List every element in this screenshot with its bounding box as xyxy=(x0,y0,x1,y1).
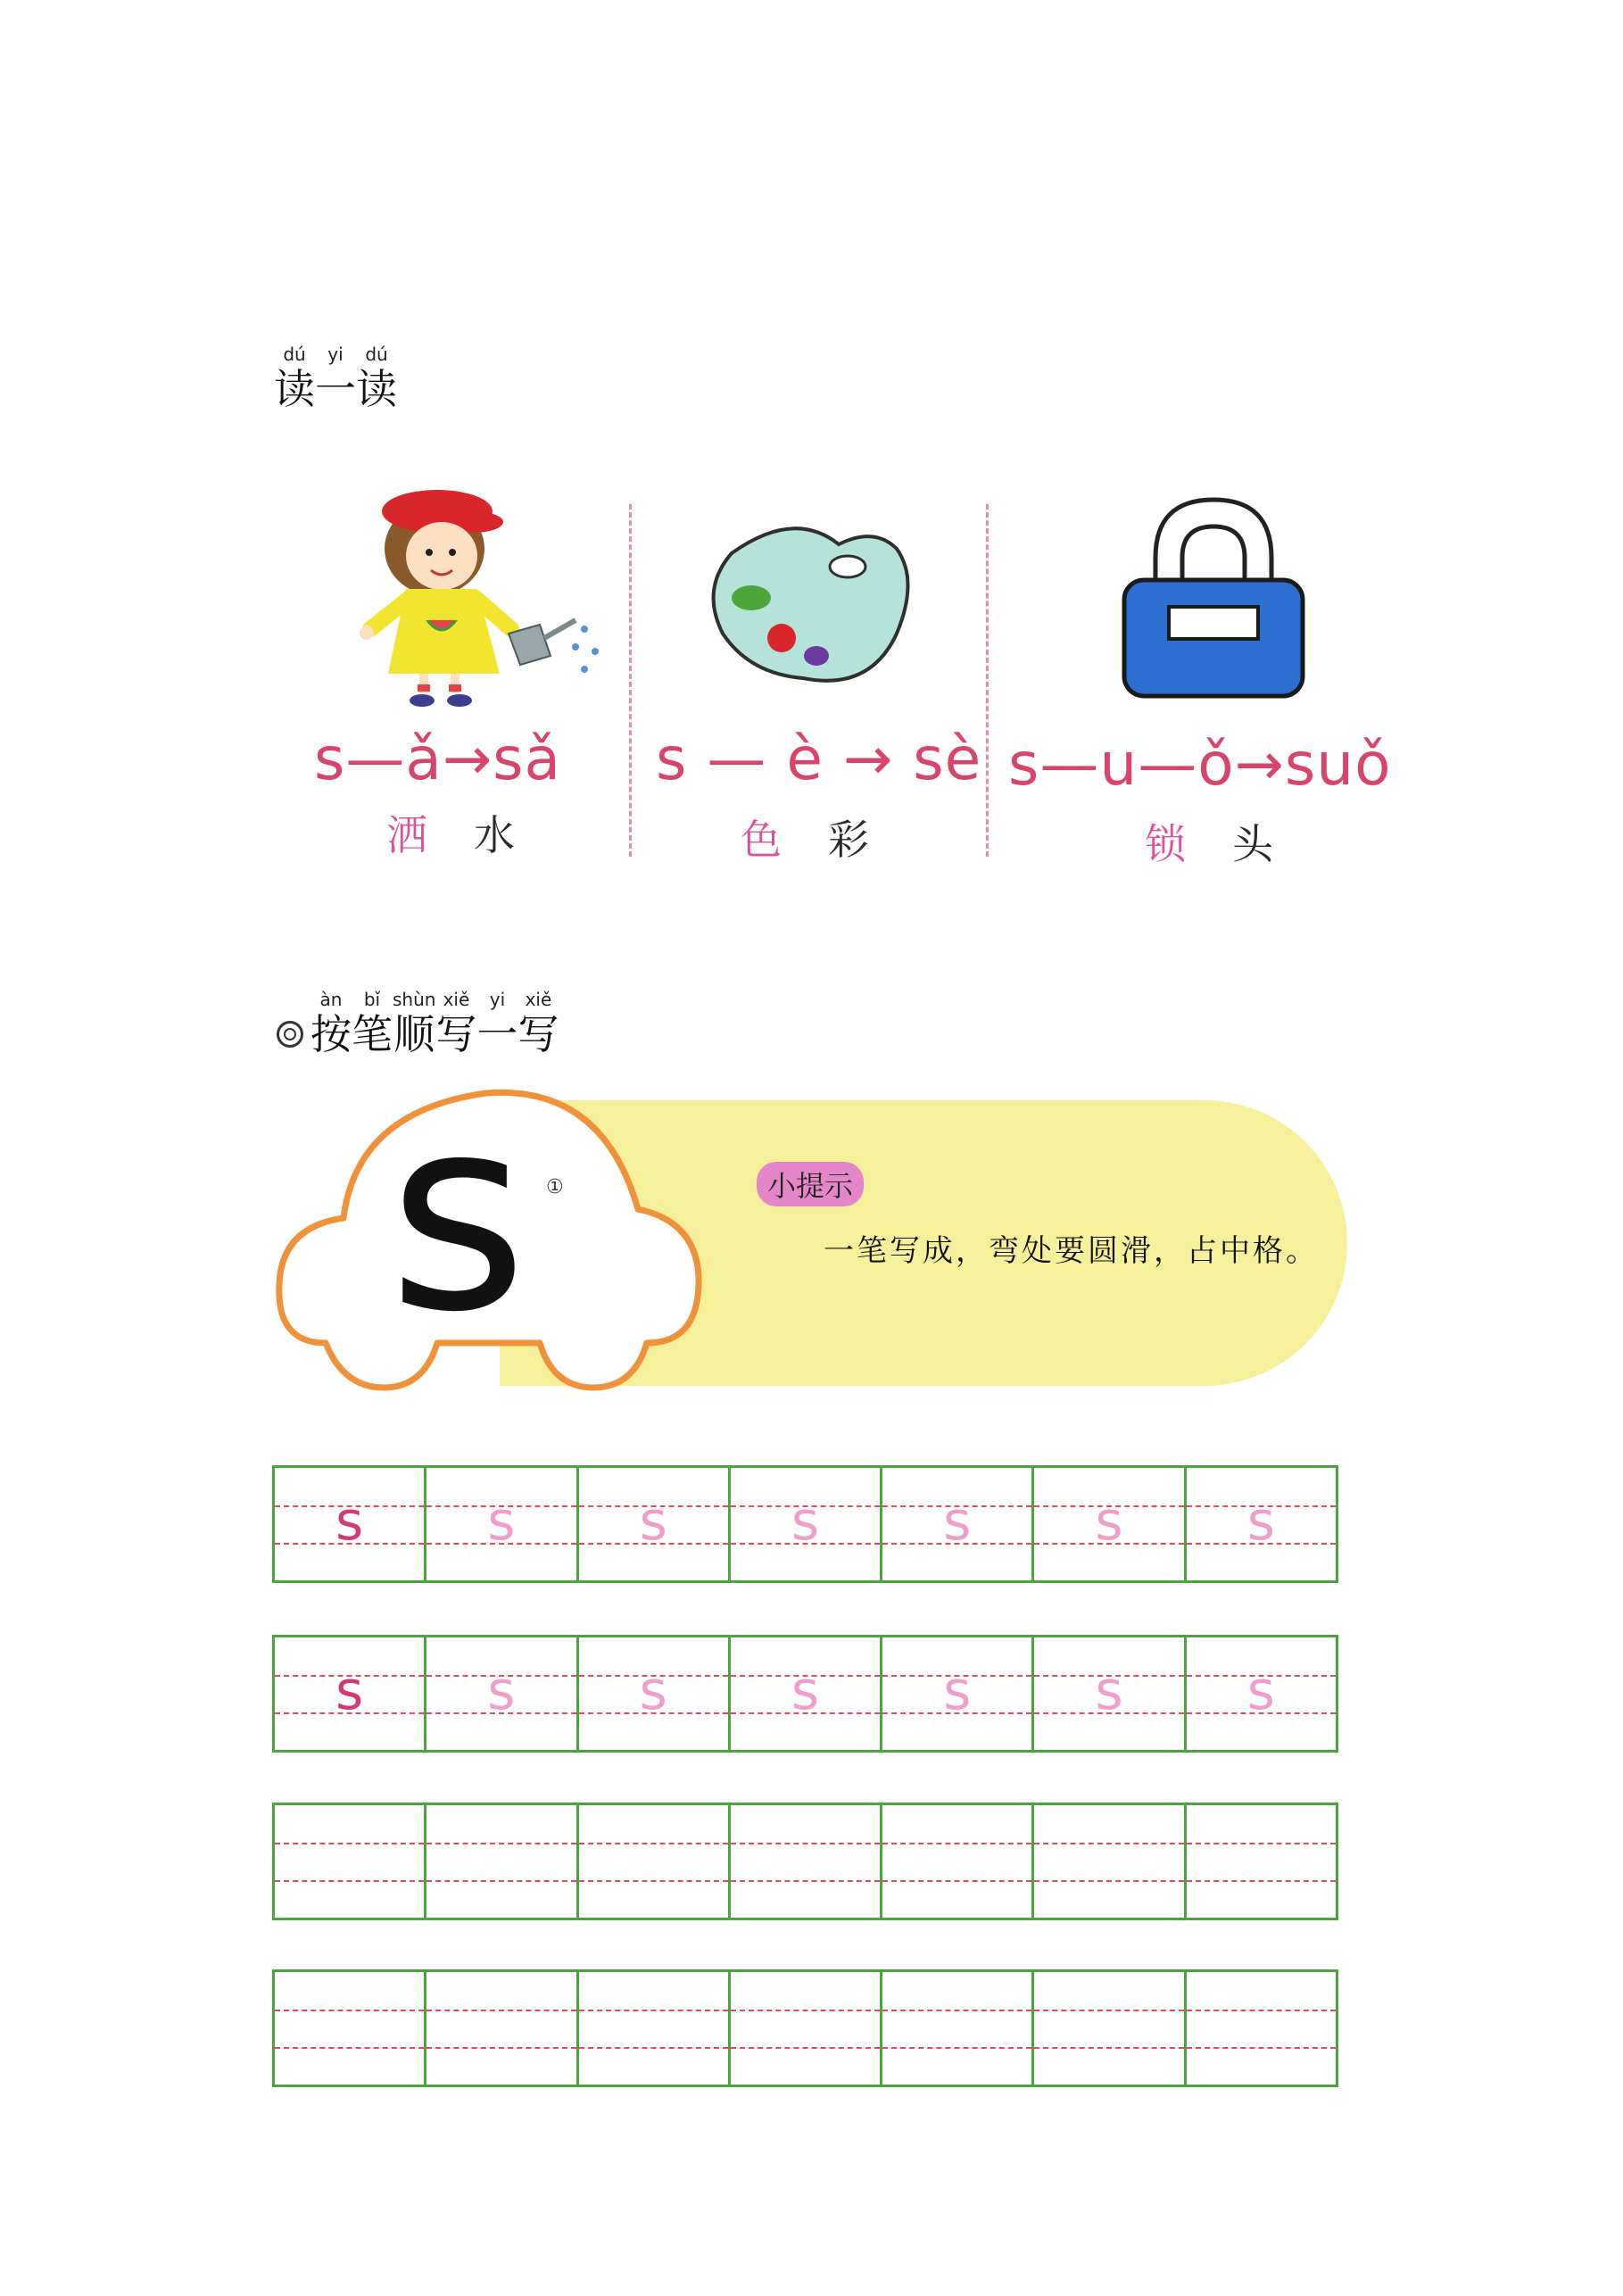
panel-word: 洒 水 xyxy=(386,811,515,859)
panel-divider xyxy=(629,504,632,857)
title-hanzi: 读 xyxy=(274,365,315,413)
title-char xyxy=(393,989,435,1058)
title-pinyin: yi xyxy=(327,344,344,365)
writing-cell[interactable] xyxy=(1187,1468,1336,1580)
writing-grid-row xyxy=(272,1465,1338,1583)
writing-cell[interactable] xyxy=(426,1637,578,1750)
writing-cell[interactable] xyxy=(275,1468,426,1580)
trace-letter: s xyxy=(1095,1660,1123,1722)
trace-letter: s xyxy=(487,1660,516,1722)
writing-cell[interactable] xyxy=(426,1805,578,1918)
title-char xyxy=(274,344,315,413)
title-char xyxy=(435,989,476,1058)
writing-cell[interactable] xyxy=(579,1972,731,2085)
trace-letter: s xyxy=(1246,1490,1275,1553)
writing-grid-row xyxy=(272,1803,1338,1920)
title-hanzi: 写 xyxy=(518,1010,559,1058)
writing-cell[interactable] xyxy=(882,1972,1034,2085)
title-hanzi: 笔 xyxy=(352,1010,393,1058)
writing-cell[interactable] xyxy=(275,1637,426,1750)
title-char xyxy=(356,344,397,413)
trace-letter: s xyxy=(943,1490,972,1553)
trace-letter: s xyxy=(791,1660,820,1722)
writing-cell[interactable] xyxy=(426,1468,578,1580)
example-letter: s xyxy=(335,1660,364,1722)
writing-cell[interactable] xyxy=(579,1637,731,1750)
writing-cell[interactable] xyxy=(731,1637,882,1750)
writing-cell[interactable] xyxy=(731,1805,882,1918)
letter-s-display: s xyxy=(388,1059,528,1371)
title-pinyin: yi xyxy=(489,989,506,1010)
writing-cell[interactable] xyxy=(731,1972,882,2085)
tip-label: 小提示 xyxy=(757,1162,864,1206)
panel-word: 锁 头 xyxy=(1145,820,1273,868)
writing-cell[interactable] xyxy=(426,1972,578,2085)
writing-cell[interactable] xyxy=(1034,1637,1186,1750)
panel-syllable: s — è → sè xyxy=(656,725,982,793)
title-pinyin: bǐ xyxy=(363,989,381,1010)
title-pinyin: dú xyxy=(283,344,306,365)
panel-syllable: s—ǎ→sǎ xyxy=(314,725,561,793)
title-char xyxy=(476,989,518,1058)
panel-syllable: s—u—ǒ→suǒ xyxy=(1008,730,1392,799)
writing-cell[interactable] xyxy=(275,1972,426,2085)
title-hanzi: 一 xyxy=(476,1010,518,1058)
title-hanzi: 读 xyxy=(356,365,397,413)
trace-letter: s xyxy=(1246,1660,1275,1722)
writing-grid-row xyxy=(272,1969,1338,2087)
title-pinyin: xiě xyxy=(443,989,470,1010)
title-char xyxy=(315,344,356,413)
writing-cell[interactable] xyxy=(882,1468,1034,1580)
double-circle-icon xyxy=(277,1021,303,1048)
writing-cell[interactable] xyxy=(1034,1972,1186,2085)
trace-letter: s xyxy=(791,1490,820,1553)
tip-text: 一笔写成，弯处要圆滑，占中格。 xyxy=(824,1233,1319,1269)
writing-cell[interactable] xyxy=(275,1805,426,1918)
read-section-title xyxy=(274,344,397,413)
writing-cell[interactable] xyxy=(579,1468,731,1580)
title-pinyin: xiě xyxy=(525,989,552,1010)
trace-letter: s xyxy=(943,1660,972,1722)
title-hanzi: 一 xyxy=(315,365,356,413)
title-char xyxy=(352,989,393,1058)
title-pinyin: shùn xyxy=(393,989,436,1010)
writing-cell[interactable] xyxy=(1034,1468,1186,1580)
title-pinyin: dú xyxy=(365,344,388,365)
title-char xyxy=(518,989,559,1058)
trace-letter: s xyxy=(487,1490,516,1553)
writing-cell[interactable] xyxy=(731,1468,882,1580)
girl-watering-icon xyxy=(317,486,602,718)
title-hanzi: 写 xyxy=(435,1010,477,1058)
panel-word: 色 彩 xyxy=(741,816,869,864)
example-letter: s xyxy=(335,1490,364,1553)
write-section-title xyxy=(277,989,559,1058)
title-hanzi: 顺 xyxy=(393,1010,435,1058)
writing-cell[interactable] xyxy=(579,1805,731,1918)
trace-letter: s xyxy=(1095,1490,1123,1553)
padlock-icon xyxy=(1120,495,1307,700)
trace-letter: s xyxy=(639,1490,667,1553)
writing-cell[interactable] xyxy=(882,1637,1034,1750)
panel-divider xyxy=(986,504,989,857)
trace-letter: s xyxy=(639,1660,667,1722)
stroke-number: ① xyxy=(546,1176,564,1198)
writing-cell[interactable] xyxy=(882,1805,1034,1918)
writing-grid-row xyxy=(272,1635,1338,1753)
writing-cell[interactable] xyxy=(1034,1805,1186,1918)
title-pinyin: àn xyxy=(319,989,343,1010)
paint-palette-icon xyxy=(696,518,928,696)
writing-cell[interactable] xyxy=(1187,1637,1336,1750)
writing-cell[interactable] xyxy=(1187,1805,1336,1918)
writing-cell[interactable] xyxy=(1187,1972,1336,2085)
title-char xyxy=(311,989,352,1058)
title-hanzi: 按 xyxy=(311,1010,352,1058)
